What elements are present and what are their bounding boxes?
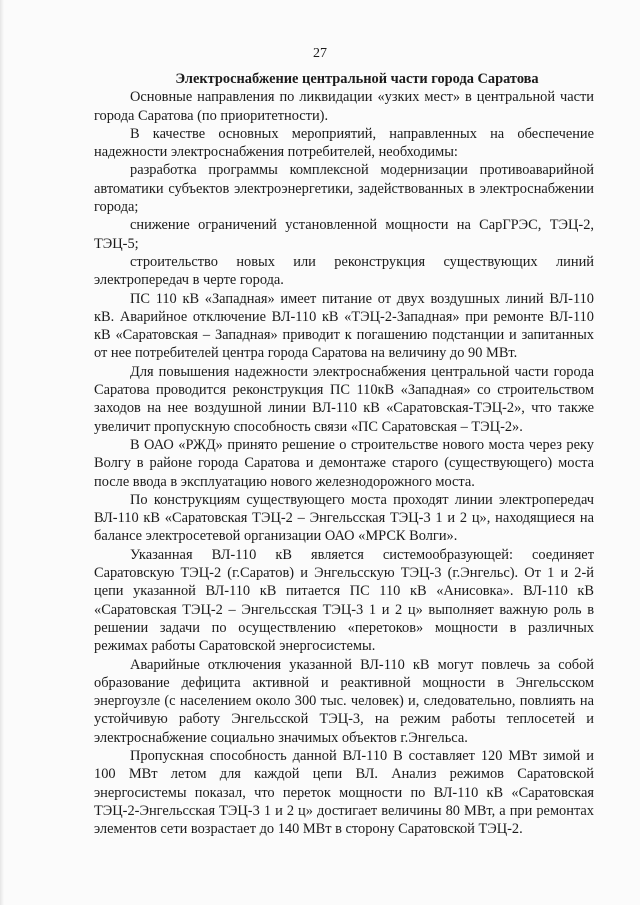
paragraph-bridge-lines: По конструкциям существующего моста проходят линии электропередач ВЛ-110 кВ «Саратовская ТЭЦ-2 – Энгельсская ТЭЦ-3 1 и 2 ц», находящиеся на балансе электросетевой организации ОАО «МРСК Волги». bbox=[94, 491, 594, 545]
paragraph-rzd-bridge: В ОАО «РЖД» принято решение о строительстве нового моста через реку Волгу в районе города Саратова и демонтаже старого (существующего) моста после ввода в эксплуатацию нового железнодорожного моста. bbox=[94, 436, 594, 490]
document-body bbox=[94, 70, 594, 838]
paragraph-reconstruction: Для повышения надежности электроснабжения центральной части города Саратова проводится реконструкция ПС 110кВ «Западная» со строительством заходов на нее воздушной линии ВЛ-110 кВ «Саратовская-ТЭЦ-2», что также увеличит пропускную способность связи «ПС Саратовская – ТЭЦ-2». bbox=[94, 363, 594, 435]
paragraph-system-line: Указанная ВЛ-110 кВ является системообразующей: соединяет Саратовскую ТЭЦ-2 (г.Саратов) и Энгельсскую ТЭЦ-3 (г.Энгельс). От 1 и 2-й цепи указанной ВЛ-110 кВ питается ПС 110 кВ «Анисовка». ВЛ-110 кВ «Саратовская ТЭЦ-2 – Энгельсская ТЭЦ-3 1 и 2 ц» выполняет важную роль в решении задачи по осуществлению «перетоков» мощности в различных режимах работы Саратовской энергосистемы. bbox=[94, 546, 594, 655]
paragraph-measures: В качестве основных мероприятий, направленных на обеспечение надежности электроснабжения потребителей, необходимы: bbox=[94, 125, 594, 161]
section-title: Электроснабжение центральной части города Саратова bbox=[175, 71, 539, 87]
list-item-capacity: снижение ограничений установленной мощности на СарГРЭС, ТЭЦ-2, ТЭЦ-5; bbox=[94, 217, 594, 252]
page-number: 27 bbox=[313, 46, 327, 61]
paragraph-emergency: Аварийные отключения указанной ВЛ-110 кВ могут повлечь за собой образование дефицита активной и реактивной мощности в Энгельсском энергоузле (с населением около 300 тыс. человек) и, следовательно, повлиять на устойчивую работу Энгельсской ТЭЦ-3, на режим работы теплосетей и электроснабжение социально значимых объектов г.Энгельса. bbox=[94, 656, 594, 746]
scan-edge bbox=[0, 0, 4, 905]
list-item-power-lines: строительство новых или реконструкция существующих линий электропередач в черте города. bbox=[94, 253, 594, 289]
paragraph-intro: Основные направления по ликвидации «узких мест» в центральной части города Саратова (по приоритетности). bbox=[94, 89, 594, 124]
list-item-automation: разработка программы комплексной модернизации противоаварийной автоматики субъектов электроэнергетики, задействованных в электроснабжении города; bbox=[94, 162, 594, 216]
paragraph-zapadnaya: ПС 110 кВ «Западная» имеет питание от двух воздушных линий ВЛ-110 кВ. Аварийное отключение ВЛ-110 кВ «ТЭЦ-2-Западная» при ремонте ВЛ-110 кВ «Саратовская – Западная» приводит к погашению подстанции и запитанных от нее потребителей центра города Саратова на величину до 90 МВт. bbox=[94, 290, 594, 362]
paragraph-capacity: Пропускная способность данной ВЛ-110 В составляет 120 МВт зимой и 100 МВт летом для каждой цепи ВЛ. Анализ режимов Саратовской энергосистемы показал, что переток мощности по ВЛ-110 кВ «Саратовская ТЭЦ-2-Энгельсская ТЭЦ-3 1 и 2 ц» достигает величины 80 МВт, а при ремонтах элементов сети возрастает до 140 МВт в сторону Саратовской ТЭЦ-2. bbox=[94, 747, 594, 838]
